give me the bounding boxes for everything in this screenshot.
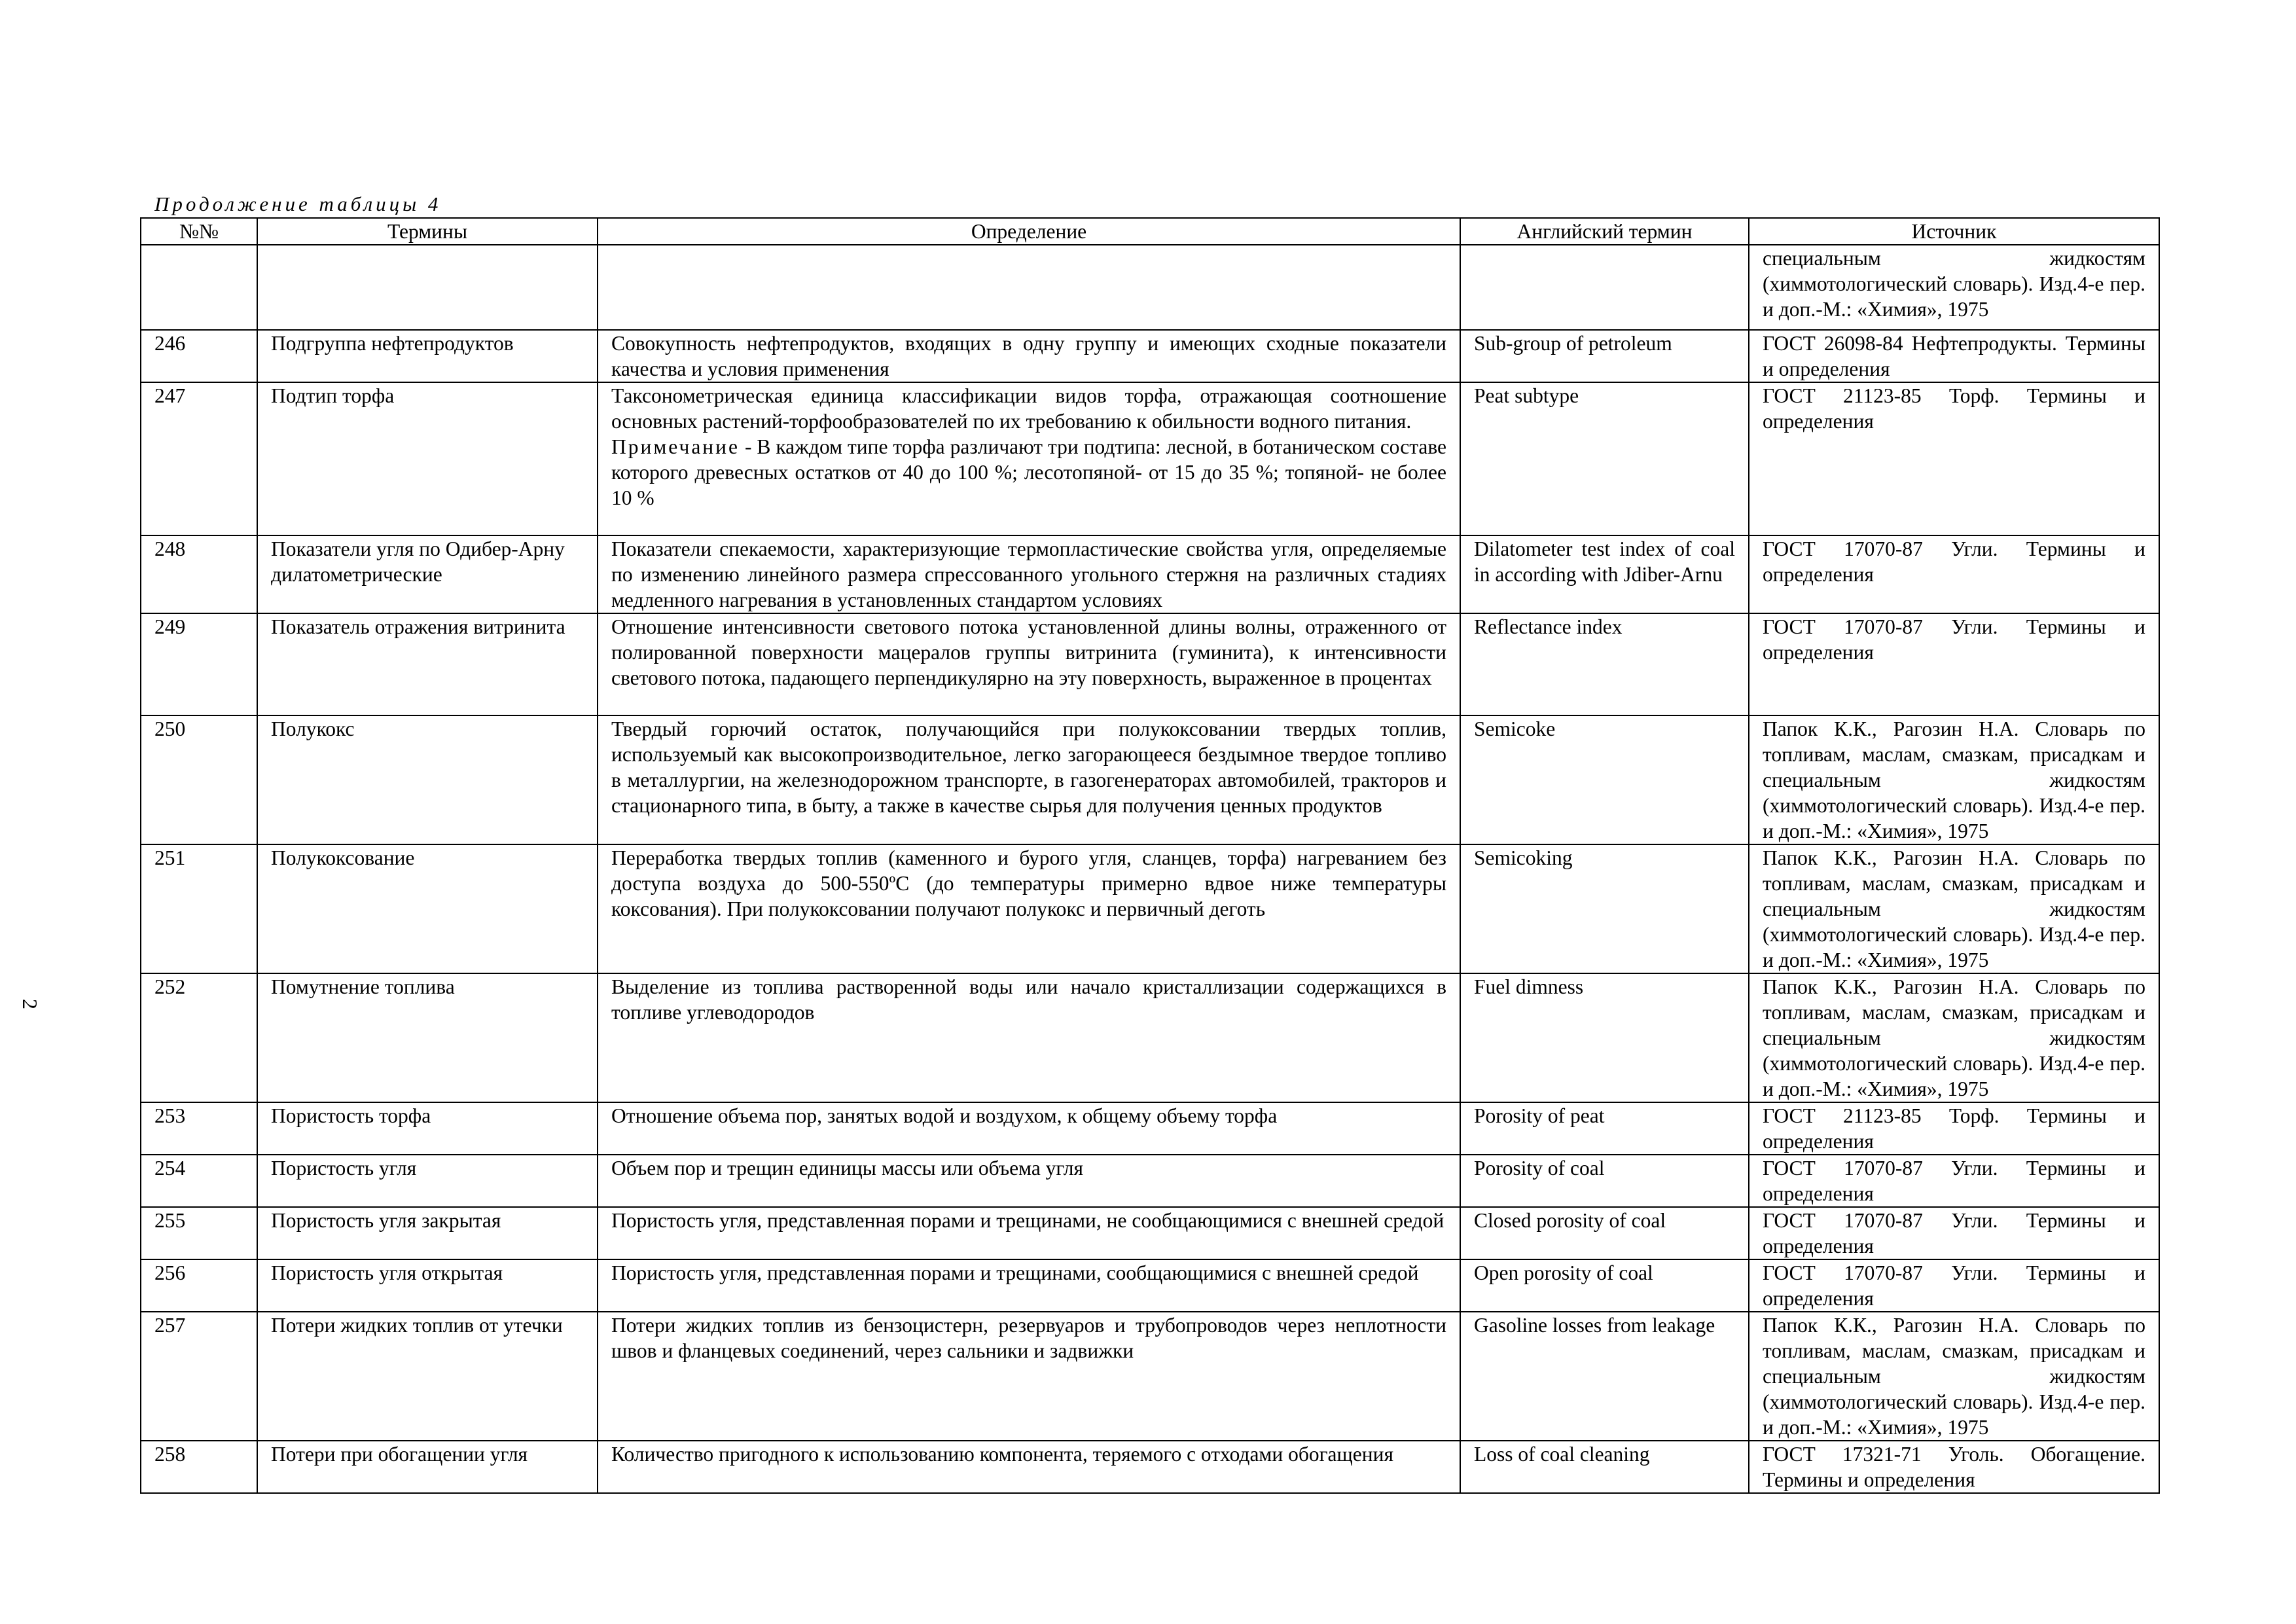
page-number: 2 (18, 999, 42, 1009)
table-row (141, 844, 2159, 973)
source-cell: Папок К.К., Рагозин Н.А. Словарь по топливам, маслам, смазкам, присадкам и специальным жидкостям (химмотологический словарь). Изд.4-е пер. и доп.-М.: «Химия», 1975 (1749, 715, 2159, 844)
english-term-cell: Closed porosity of coal (1460, 1207, 1749, 1259)
note-text: - В каждом типе торфа различают три подтипа: лесной, в ботаническом составе которого древесных остатков от 40 до 100 %; лесотопяной- от 15 до 35 %; топяной- не более 10 % (611, 435, 1446, 509)
term-cell: Пористость угля открытая (257, 1259, 598, 1312)
table-row (141, 330, 2159, 382)
english-term-cell: Gasoline losses from leakage (1460, 1312, 1749, 1441)
source-cell: ГОСТ 17070-87 Угли. Термины и определения (1749, 1259, 2159, 1312)
table-row (141, 715, 2159, 844)
definition-cell: Совокупность нефтепродуктов, входящих в одну группу и имеющих сходные показатели качества и условия применения (598, 330, 1460, 382)
header-english-term: Английский термин (1460, 218, 1749, 245)
table-body (141, 245, 2159, 1493)
table-row (141, 1207, 2159, 1259)
row-number: 257 (141, 1312, 257, 1441)
row-number: 248 (141, 535, 257, 613)
row-number: 254 (141, 1155, 257, 1207)
source-cell: ГОСТ 21123-85 Торф. Термины и определения (1749, 1102, 2159, 1155)
term-cell (257, 245, 598, 330)
table-row (141, 1441, 2159, 1493)
definition-cell: Пористость угля, представленная порами и трещинами, сообщающимися с внешней средой (598, 1259, 1460, 1312)
english-term-cell: Dilatometer test index of coal in according with Jdiber-Arnu (1460, 535, 1749, 613)
row-number (141, 245, 257, 330)
term-cell: Пористость торфа (257, 1102, 598, 1155)
header-source: Источник (1749, 218, 2159, 245)
source-cell: ГОСТ 17321-71 Уголь. Обогащение. Термины и определения (1749, 1441, 2159, 1493)
term-cell: Подгруппа нефтепродуктов (257, 330, 598, 382)
definition-note (611, 435, 1446, 509)
source-cell: специальным жидкостям (химмотологический словарь). Изд.4-е пер. и доп.-М.: «Химия», 1975 (1749, 245, 2159, 330)
term-cell: Потери при обогащении угля (257, 1441, 598, 1493)
row-number: 255 (141, 1207, 257, 1259)
english-term-cell: Porosity of coal (1460, 1155, 1749, 1207)
table-row (141, 1259, 2159, 1312)
row-number: 247 (141, 382, 257, 535)
definition-text: Таксонометрическая единица классификации видов торфа, отражающая соотношение основных растений-торфообразователей по их требованию к обильности водного питания. (611, 384, 1446, 433)
english-term-cell: Semicoking (1460, 844, 1749, 973)
english-term-cell (1460, 245, 1749, 330)
row-number: 250 (141, 715, 257, 844)
english-term-cell: Porosity of peat (1460, 1102, 1749, 1155)
table-row (141, 535, 2159, 613)
english-term-cell: Sub-group of petroleum (1460, 330, 1749, 382)
english-term-cell: Open porosity of coal (1460, 1259, 1749, 1312)
terms-table (140, 217, 2160, 1494)
row-number: 252 (141, 973, 257, 1102)
definition-cell: Твердый горючий остаток, получающийся при полукоксовании твердых топлив, используемый как высокопроизводительное, легко загорающееся бездымное твердое топливо в металлургии, на железнодорожном транспорте, в газогенераторах автомобилей, тракторов и стационарного типа, в быту, а также в качестве сырья для получения ценных продуктов (598, 715, 1460, 844)
definition-cell: Количество пригодного к использованию компонента, теряемого с отходами обогащения (598, 1441, 1460, 1493)
term-cell: Полукоксование (257, 844, 598, 973)
source-cell: Папок К.К., Рагозин Н.А. Словарь по топливам, маслам, смазкам, присадкам и специальным жидкостям (химмотологический словарь). Изд.4-е пер. и доп.-М.: «Химия», 1975 (1749, 1312, 2159, 1441)
english-term-cell: Reflectance index (1460, 613, 1749, 715)
source-cell: ГОСТ 17070-87 Угли. Термины и определения (1749, 535, 2159, 613)
row-number: 256 (141, 1259, 257, 1312)
row-number: 253 (141, 1102, 257, 1155)
source-cell: ГОСТ 17070-87 Угли. Термины и определения (1749, 613, 2159, 715)
row-number: 251 (141, 844, 257, 973)
definition-cell: Показатели спекаемости, характеризующие термопластические свойства угля, определяемые по изменению линейного размера спрессованного угольного стержня на различных стадиях медленного нагревания в установленных стандартом условиях (598, 535, 1460, 613)
header-terms: Термины (257, 218, 598, 245)
term-cell: Потери жидких топлив от утечки (257, 1312, 598, 1441)
term-cell: Показатель отражения витринита (257, 613, 598, 715)
row-number: 249 (141, 613, 257, 715)
table-row (141, 245, 2159, 330)
table-row (141, 613, 2159, 715)
term-cell: Полукокс (257, 715, 598, 844)
table-row (141, 973, 2159, 1102)
definition-cell: Отношение объема пор, занятых водой и воздухом, к общему объему торфа (598, 1102, 1460, 1155)
definition-cell (598, 382, 1460, 535)
note-label: Примечание (611, 435, 740, 458)
table-row (141, 382, 2159, 535)
english-term-cell: Loss of coal cleaning (1460, 1441, 1749, 1493)
term-cell: Подтип торфа (257, 382, 598, 535)
source-cell: Папок К.К., Рагозин Н.А. Словарь по топливам, маслам, смазкам, присадкам и специальным жидкостям (химмотологический словарь). Изд.4-е пер. и доп.-М.: «Химия», 1975 (1749, 844, 2159, 973)
definition-cell: Отношение интенсивности светового потока установленной длины волны, отраженного от полированной поверхности мацералов группы витринита (гуминита), к интенсивности светового потока, падающего перпендикулярно на эту поверхность, выраженное в процентах (598, 613, 1460, 715)
term-cell: Пористость угля закрытая (257, 1207, 598, 1259)
table-row (141, 1102, 2159, 1155)
definition-cell: Пористость угля, представленная порами и трещинами, не сообщающимися с внешней средой (598, 1207, 1460, 1259)
table-row (141, 1155, 2159, 1207)
source-cell: ГОСТ 17070-87 Угли. Термины и определения (1749, 1207, 2159, 1259)
english-term-cell: Fuel dimness (1460, 973, 1749, 1102)
table-header-row (141, 218, 2159, 245)
row-number: 258 (141, 1441, 257, 1493)
table-caption: Продолжение таблицы 4 (154, 192, 442, 215)
definition-cell: Переработка твердых топлив (каменного и бурого угля, сланцев, торфа) нагреванием без доступа воздуха до 500-550ºС (до температуры примерно вдвое ниже температуры коксования). При полукоксовании получают полукокс и первичный деготь (598, 844, 1460, 973)
term-cell: Помутнение топлива (257, 973, 598, 1102)
term-cell: Пористость угля (257, 1155, 598, 1207)
definition-cell: Выделение из топлива растворенной воды или начало кристаллизации содержащихся в топливе углеводородов (598, 973, 1460, 1102)
header-definition: Определение (598, 218, 1460, 245)
definition-cell (598, 245, 1460, 330)
header-number: №№ (141, 218, 257, 245)
english-term-cell: Semicoke (1460, 715, 1749, 844)
source-cell: Папок К.К., Рагозин Н.А. Словарь по топливам, маслам, смазкам, присадкам и специальным жидкостям (химмотологический словарь). Изд.4-е пер. и доп.-М.: «Химия», 1975 (1749, 973, 2159, 1102)
source-cell: ГОСТ 21123-85 Торф. Термины и определения (1749, 382, 2159, 535)
definition-cell: Объем пор и трещин единицы массы или объема угля (598, 1155, 1460, 1207)
definition-cell: Потери жидких топлив из бензоцистерн, резервуаров и трубопроводов через неплотности швов и фланцевых соединений, через сальники и задвижки (598, 1312, 1460, 1441)
table-row (141, 1312, 2159, 1441)
source-cell: ГОСТ 17070-87 Угли. Термины и определения (1749, 1155, 2159, 1207)
source-cell: ГОСТ 26098-84 Нефтепродукты. Термины и определения (1749, 330, 2159, 382)
term-cell: Показатели угля по Одибер-Арну дилатометрические (257, 535, 598, 613)
row-number: 246 (141, 330, 257, 382)
english-term-cell: Peat subtype (1460, 382, 1749, 535)
